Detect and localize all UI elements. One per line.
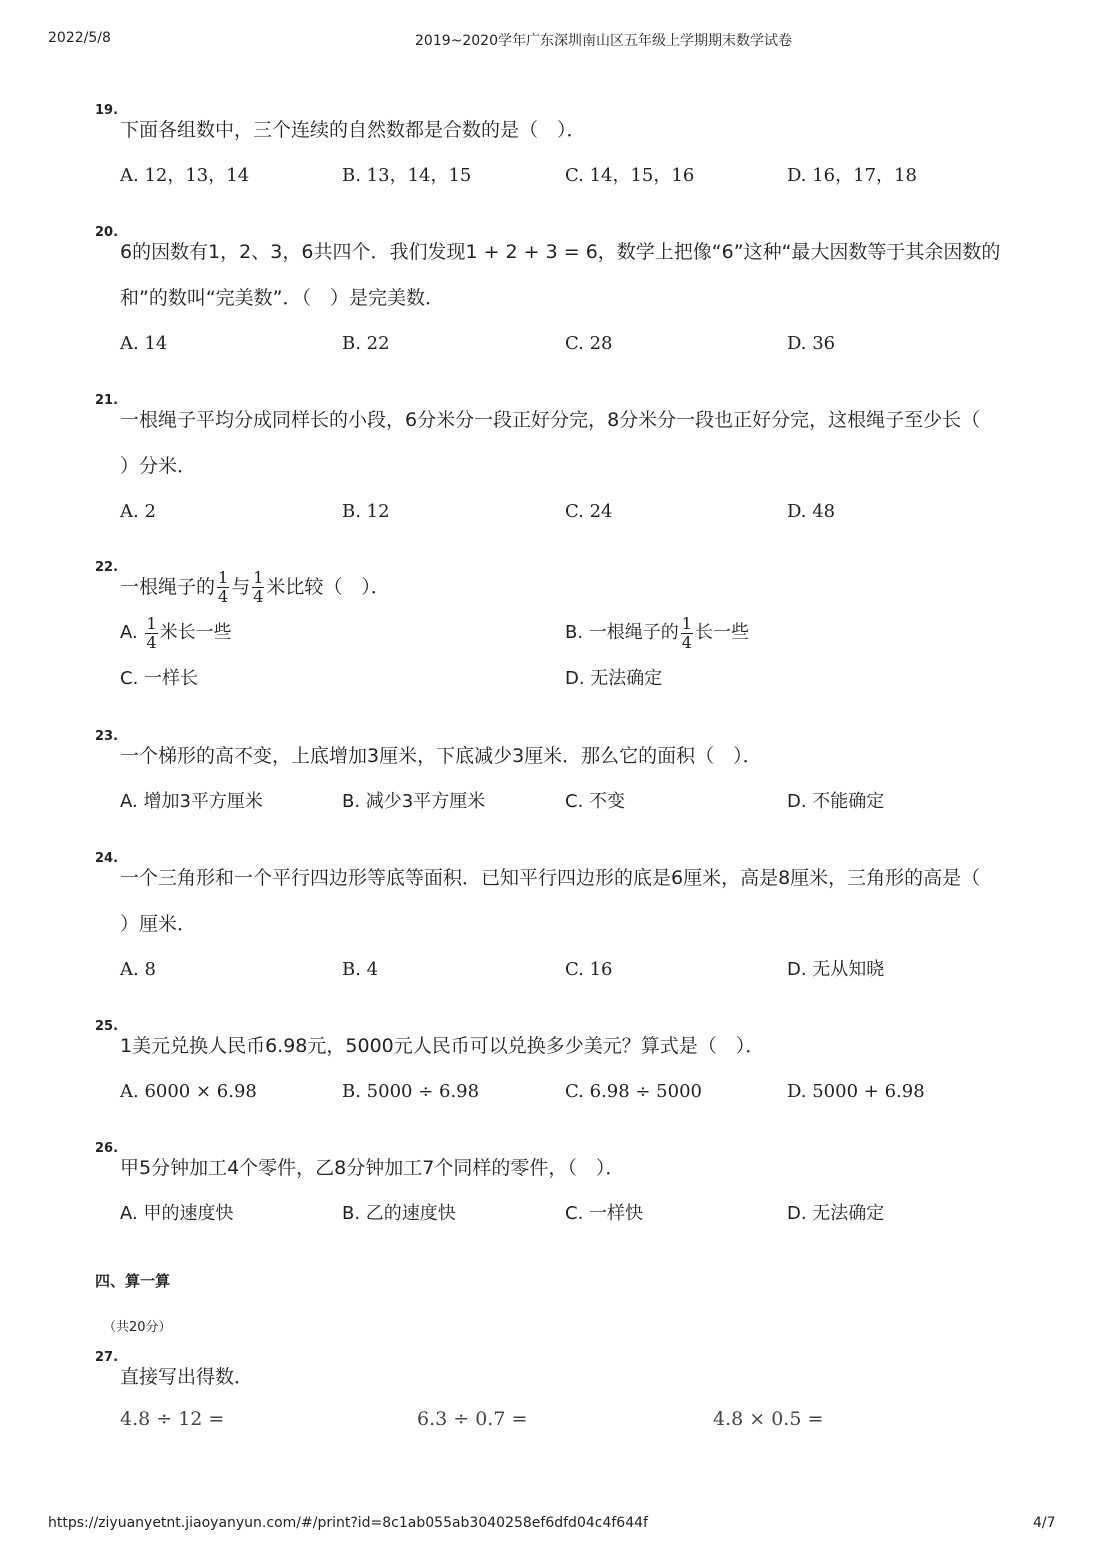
text-part: 与 xyxy=(231,576,251,598)
fraction-numerator: 1 xyxy=(253,568,264,587)
question-23 xyxy=(95,729,1015,825)
fraction-one-quarter xyxy=(252,569,264,606)
question-24 xyxy=(95,851,1015,993)
options-row xyxy=(95,779,1015,825)
option-d[interactable]: D. 36 xyxy=(787,333,836,354)
question-text-line-1: 6的因数有1，2、3，6共四个．我们发现1 + 2 + 3 = 6，数学上把像“6”这种“最大因数等于其余因数的 xyxy=(120,241,1001,263)
fraction-denominator: 4 xyxy=(218,587,229,606)
option-a[interactable]: A. 增加3平方厘米 xyxy=(120,791,263,812)
question-number: 27. xyxy=(95,1350,119,1365)
calc-expression: 6.3 ÷ 0.7 = xyxy=(417,1408,528,1430)
option-b[interactable]: B. 13，14，15 xyxy=(342,165,472,186)
option-c[interactable]: C. 24 xyxy=(565,501,613,522)
question-19 xyxy=(95,103,1015,199)
text-part: 米比较（ ）． xyxy=(266,576,390,598)
question-text: 甲5分钟加工4个零件，乙8分钟加工7个同样的零件，（ ）． xyxy=(120,1157,625,1179)
fraction-one-quarter xyxy=(217,569,229,606)
question-number: 23. xyxy=(95,729,119,744)
option-d[interactable]: D. 16，17，18 xyxy=(787,165,917,186)
option-b[interactable]: B. 乙的速度快 xyxy=(342,1203,456,1224)
calc-expression: 4.8 ÷ 12 = xyxy=(120,1408,225,1430)
option-a[interactable] xyxy=(120,610,232,656)
question-26 xyxy=(95,1141,1015,1237)
fraction-one-quarter xyxy=(681,615,693,652)
option-c[interactable]: C. 一样长 xyxy=(120,668,199,689)
fraction-denominator: 4 xyxy=(253,587,264,606)
question-text: 一个梯形的高不变，上底增加3厘米，下底减少3厘米．那么它的面积（ ）． xyxy=(120,745,762,767)
option-b[interactable] xyxy=(565,610,749,656)
option-a[interactable]: A. 14 xyxy=(120,333,168,354)
question-number: 22. xyxy=(95,560,119,575)
section-title: 四、算一算 xyxy=(95,1272,171,1290)
fraction-one-quarter xyxy=(145,615,157,652)
question-text xyxy=(120,564,1015,610)
options-row xyxy=(95,489,1015,535)
option-d[interactable]: D. 48 xyxy=(787,501,836,522)
fraction-numerator: 1 xyxy=(146,613,157,633)
option-d[interactable]: D. 无法确定 xyxy=(787,1203,885,1224)
options-row xyxy=(95,1191,1015,1237)
question-text: 1美元兑换人民币6.98元，5000元人民币可以兑换多少美元？算式是（ ）． xyxy=(120,1035,765,1057)
question-text: 下面各组数中，三个连续的自然数都是合数的是（ ）． xyxy=(120,119,586,141)
option-c[interactable]: C. 一样快 xyxy=(565,1203,644,1224)
option-d[interactable]: D. 无从知晓 xyxy=(787,959,885,980)
page-number: 4/7 xyxy=(1033,1515,1056,1531)
option-b[interactable]: B. 4 xyxy=(342,959,379,980)
option-d[interactable]: D. 无法确定 xyxy=(565,668,663,689)
document-title: 2019~2020学年广东深圳南山区五年级上学期期末数学试卷 xyxy=(415,33,792,49)
question-number: 25. xyxy=(95,1019,119,1034)
question-20 xyxy=(95,225,1015,367)
option-a[interactable]: A. 6000 × 6.98 xyxy=(120,1081,257,1102)
option-text: 长一些 xyxy=(694,622,749,643)
option-c[interactable]: C. 6.98 ÷ 5000 xyxy=(565,1081,702,1102)
question-25 xyxy=(95,1019,1015,1115)
question-number: 24. xyxy=(95,851,119,866)
option-d[interactable]: D. 不能确定 xyxy=(787,791,885,812)
question-text: 直接写出得数． xyxy=(120,1366,254,1388)
question-number: 21. xyxy=(95,393,119,408)
question-22 xyxy=(95,560,1015,702)
options-row xyxy=(95,947,1015,993)
question-21 xyxy=(95,393,1015,535)
option-d[interactable]: D. 5000 + 6.98 xyxy=(787,1081,925,1102)
question-27 xyxy=(95,1350,1015,1400)
options-row xyxy=(95,321,1015,367)
question-text-line-2: 和”的数叫“完美数”．（ ）是完美数． xyxy=(120,287,445,309)
text-part: 一根绳子的 xyxy=(120,576,216,598)
question-number: 19. xyxy=(95,103,119,118)
question-number: 26. xyxy=(95,1141,119,1156)
fraction-denominator: 4 xyxy=(681,632,692,652)
option-a[interactable]: A. 甲的速度快 xyxy=(120,1203,234,1224)
options-row xyxy=(95,1069,1015,1115)
fraction-numerator: 1 xyxy=(681,613,692,633)
option-c[interactable]: C. 28 xyxy=(565,333,613,354)
option-c[interactable]: C. 16 xyxy=(565,959,613,980)
question-text-line-1: 一根绳子平均分成同样长的小段，6分米分一段正好分完，8分米分一段也正好分完，这根绳子至少长（ xyxy=(120,409,981,431)
options-row-2 xyxy=(95,656,1015,702)
options-row-1 xyxy=(95,610,1015,656)
option-b[interactable]: B. 12 xyxy=(342,501,390,522)
option-b[interactable]: B. 22 xyxy=(342,333,390,354)
option-label: B. 一根绳子的 xyxy=(565,622,679,643)
question-text-line-2: ）分米． xyxy=(120,455,197,477)
page-url: https://ziyuanyetnt.jiaoyanyun.com/#/print?id=8c1ab055ab3040258ef6dfd04c4f644f xyxy=(48,1515,648,1531)
options-row xyxy=(95,153,1015,199)
fraction-numerator: 1 xyxy=(218,568,229,587)
fraction-denominator: 4 xyxy=(146,632,157,652)
calc-expression: 4.8 × 0.5 = xyxy=(713,1408,824,1430)
option-c[interactable]: C. 14，15，16 xyxy=(565,165,695,186)
option-a[interactable]: A. 2 xyxy=(120,501,156,522)
option-a[interactable]: A. 8 xyxy=(120,959,156,980)
section-points: （共20分） xyxy=(103,1320,172,1335)
option-b[interactable]: B. 减少3平方厘米 xyxy=(342,791,486,812)
option-text: 米长一些 xyxy=(159,622,232,643)
option-c[interactable]: C. 不变 xyxy=(565,791,626,812)
question-number: 20. xyxy=(95,225,119,240)
print-date: 2022/5/8 xyxy=(48,30,111,46)
question-text-line-1: 一个三角形和一个平行四边形等底等面积．已知平行四边形的底是6厘米，高是8厘米，三角形的高是（ xyxy=(120,867,981,889)
option-b[interactable]: B. 5000 ÷ 6.98 xyxy=(342,1081,480,1102)
option-label: A. xyxy=(120,622,138,643)
question-text-line-2: ）厘米． xyxy=(120,913,197,935)
option-a[interactable]: A. 12，13，14 xyxy=(120,165,250,186)
